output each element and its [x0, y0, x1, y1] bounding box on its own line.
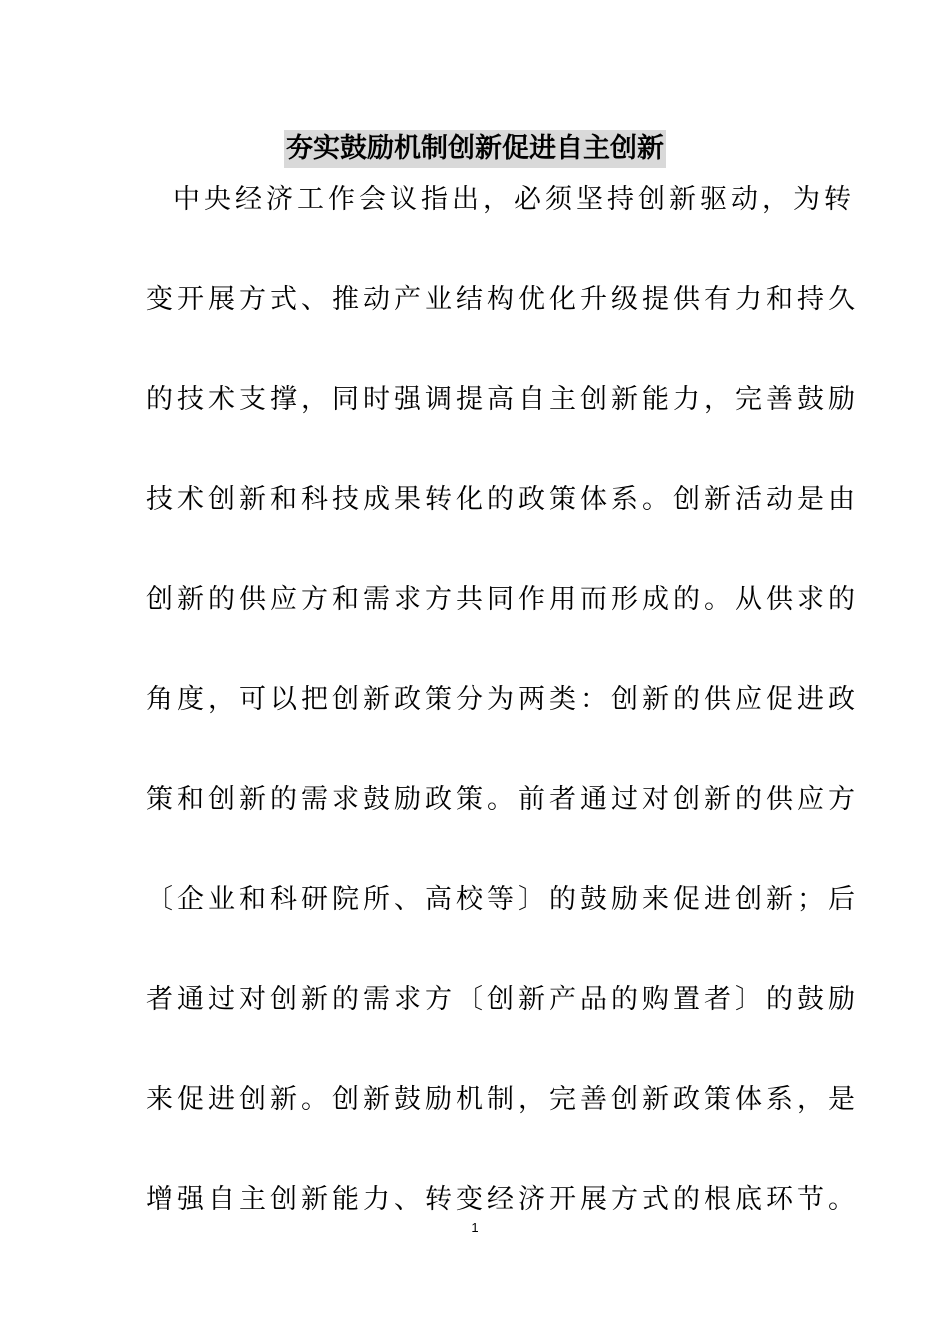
document-body	[146, 178, 859, 1278]
page-number: 1	[471, 1220, 479, 1235]
document-title: 夯实鼓励机制创新促进自主创新	[284, 130, 666, 168]
paragraph-line: 〔企业和科研院所、高校等〕的鼓励来促进创新；后	[146, 884, 859, 915]
paragraph-line: 创新的供应方和需求方共同作用而形成的。从供求的	[146, 584, 859, 615]
paragraph-line: 增强自主创新能力、转变经济开展方式的根底环节。	[146, 1184, 859, 1215]
title-container	[0, 130, 950, 168]
paragraph-line: 变开展方式、推动产业结构优化升级提供有力和持久	[146, 284, 859, 315]
paragraph-line: 策和创新的需求鼓励政策。前者通过对创新的供应方	[146, 784, 859, 815]
paragraph-line: 角度，可以把创新政策分为两类：创新的供应促进政	[146, 684, 859, 715]
paragraph-line: 的技术支撑，同时强调提高自主创新能力，完善鼓励	[146, 384, 859, 415]
paragraph-line: 中央经济工作会议指出，必须坚持创新驱动，为转	[173, 184, 855, 215]
paragraph-line: 技术创新和科技成果转化的政策体系。创新活动是由	[146, 484, 859, 515]
paragraph-line: 来促进创新。创新鼓励机制，完善创新政策体系，是	[146, 1084, 859, 1115]
paragraph-line: 者通过对创新的需求方〔创新产品的购置者〕的鼓励	[146, 984, 859, 1015]
